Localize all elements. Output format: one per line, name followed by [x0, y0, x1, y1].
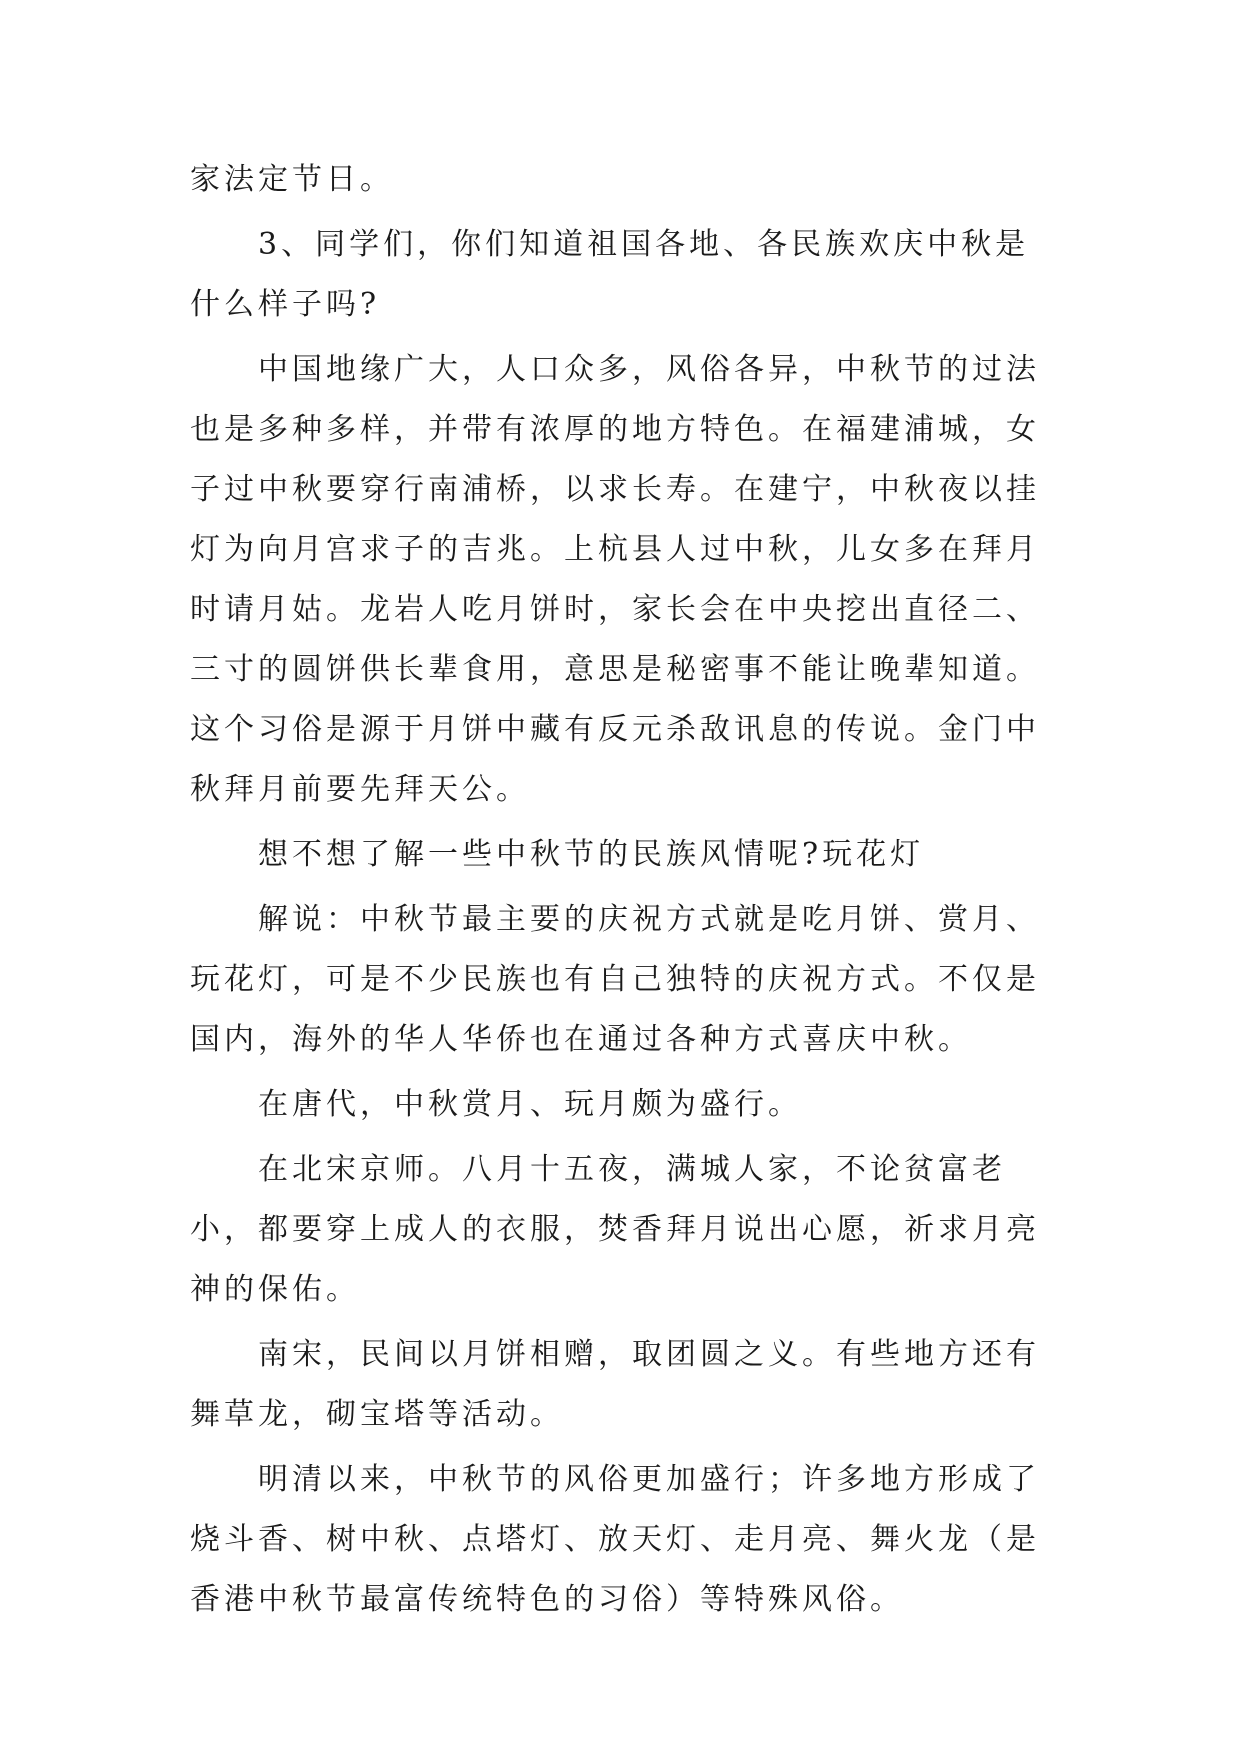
paragraph-tang-dynasty: 在唐代，中秋赏月、玩月颇为盛行。	[258, 1087, 802, 1122]
paragraph-southern-song: 南宋，民间以月饼相赠，取团圆之义。有些地方还有舞草龙，砌宝塔等活动。	[190, 1337, 1040, 1432]
paragraph-ming-qing: 明清以来，中秋节的风俗更加盛行；许多地方形成了烧斗香、树中秋、点塔灯、放天灯、走月亮、舞火龙（是香港中秋节最富传统特色的习俗）等特殊风俗。	[190, 1462, 1040, 1617]
paragraph-explanation: 解说：中秋节最主要的庆祝方式就是吃月饼、赏月、玩花灯，可是不少民族也有自己独特的庆祝方式。不仅是国内，海外的华人华侨也在通过各种方式喜庆中秋。	[190, 902, 1040, 1057]
paragraph-continuation: 家法定节日。	[190, 162, 394, 197]
paragraph-regional-customs: 中国地缘广大，人口众多，风俗各异，中秋节的过法也是多种多样，并带有浓厚的地方特色。在福建浦城，女子过中秋要穿行南浦桥，以求长寿。在建宁，中秋夜以挂灯为向月宫求子的吉兆。上杭县人过中秋，儿女多在拜月时请月姑。龙岩人吃月饼时，家长会在中央挖出直径二、三寸的圆饼供长辈食用，意思是秘密事不能让晚辈知道。这个习俗是源于月饼中藏有反元杀敌讯息的传说。金门中秋拜月前要先拜天公。	[190, 352, 1040, 807]
paragraph-ethnic-customs-intro: 想不想了解一些中秋节的民族风情呢?玩花灯	[258, 837, 925, 872]
document-body	[190, 150, 1060, 1635]
paragraph-question-3: 3、同学们，你们知道祖国各地、各民族欢庆中秋是什么样子吗?	[190, 227, 1030, 322]
paragraph-northern-song: 在北宋京师。八月十五夜，满城人家，不论贫富老小，都要穿上成人的衣服，焚香拜月说出心愿，祈求月亮神的保佑。	[190, 1152, 1040, 1307]
